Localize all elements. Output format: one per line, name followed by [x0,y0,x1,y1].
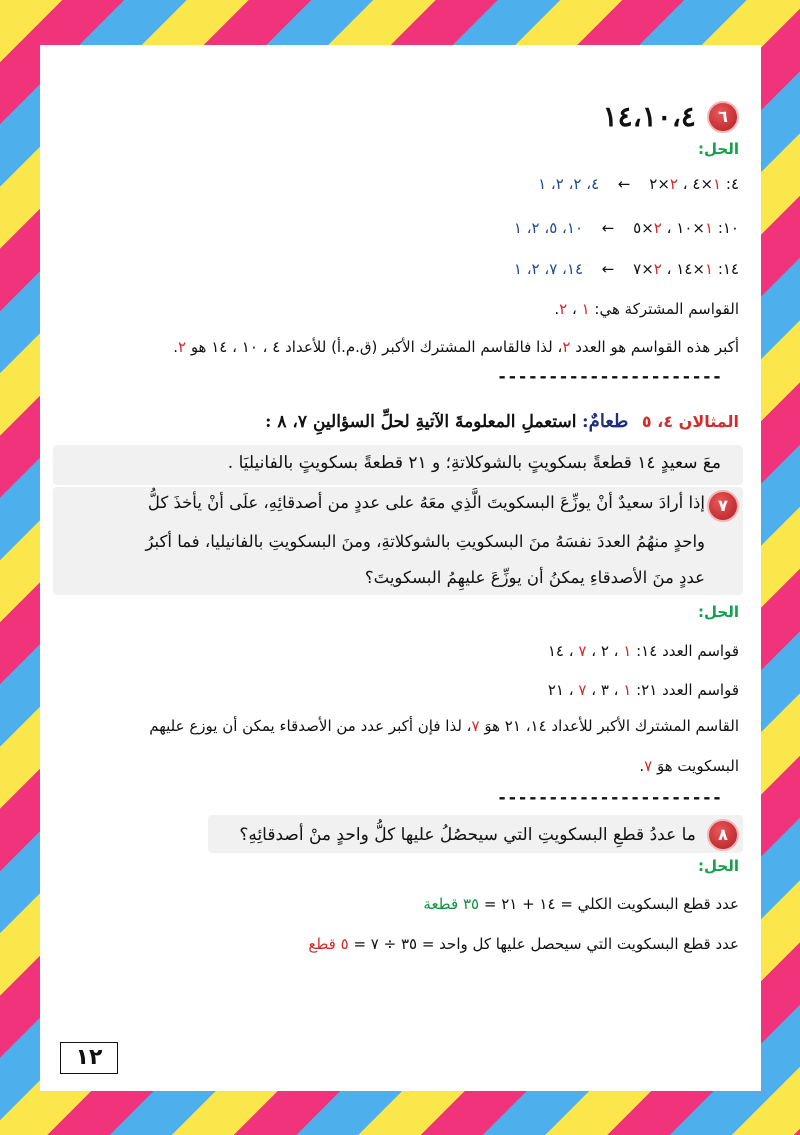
factors-14-line: قواسم العدد ١٤: ١ ، ٢ ، ٧ ، ١٤ [547,642,739,660]
q7-answer-line-2: البسكويت هوَ ٧. [639,757,739,775]
examples-topic: طعامٌ: [582,411,629,432]
factor-line-4: ٤: ١×٤ ، ٢×٢ ← ٤، ٢، ٢، ١ [538,175,739,193]
q7-answer-line-1: القاسم المشترك الأكبر للأعداد ١٤، ٢١ هوَ ٧، لذا فإن أكبر عدد من الأصدقاء يمكن أن يوزع عليهم [149,717,739,735]
q6-header [603,100,739,133]
q8-badge: ٨ [707,819,739,851]
q7-solution-label: الحل: [698,603,739,621]
q8-solution-label: الحل: [698,857,739,875]
examples-label: المثالان ٤، ٥ [641,412,739,431]
divider-1: ---------------------- [497,367,723,387]
info-text: معَ سعيدٍ ١٤ قطعةً بسكويتٍ بالشوكلاتةِ؛ و ٢١ قطعةً بسكويتٍ بالفانيليَا . [227,453,721,473]
divider-2: ---------------------- [497,788,723,808]
factors-21-line: قواسم العدد ٢١: ١ ، ٣ ، ٧ ، ٢١ [547,681,739,699]
gcd-line: أكبر هذه القواسم هو العدد ٢، لذا فالقاسم المشترك الأكبر (ق.م.أ) للأعداد ٤ ، ١٠ ، ١٤ هو ٢. [173,338,739,356]
factor-line-10: ١٠: ١×١٠ ، ٢×٥ ← ١٠، ٥، ٢، ١ [513,219,739,237]
pieces-each-line: عدد قطع البسكويت التي سيحصل عليها كل واحد = ٣٥ ÷ ٧ = ٥ قطع [308,935,739,953]
q7-badge: ٧ [707,490,739,522]
q6-badge: ٦ [707,101,739,133]
q7-line-1: إذا أرادَ سعيدٌ أنْ يوزِّعَ البسكويتَ الَّذِي معَهُ على عددٍ من أصدقائِهِ، علَى أنْ يأخذَ كلُّ [147,493,705,512]
page-number: ١٢ [60,1042,118,1074]
worksheet-page [40,45,761,1091]
common-factors-line: القواسم المشتركة هي: ١ ، ٢. [554,300,739,318]
factor-line-14: ١٤: ١×١٤ ، ٢×٧ ← ١٤، ٧، ٢، ١ [513,260,739,278]
q8-question: ما عددُ قطعِ البسكويتِ التي سيحصُلُ عليها كلُّ واحدٍ منْ أصدقائِهِ؟ [239,825,696,845]
q6-numbers: ١٤،١٠،٤ [602,100,696,133]
examples-instruction: استعملِ المعلومةَ الآتيةِ لحلِّ السؤالينِ ٧، ٨ : [265,412,577,432]
q8-header [239,819,739,851]
q6-solution-label: الحل: [698,140,739,158]
q7-badge-wrap [707,490,739,522]
q7-line-3: عددٍ منَ الأصدقاءِ يمكنُ أن يوزِّعَ عليهِمُ البسكويتَ؟ [364,568,705,587]
total-pieces-line: عدد قطع البسكويت الكلي = ١٤ + ٢١ = ٣٥ قطعة [423,895,739,913]
q7-line-2: واحدٍ منهُمُ العددَ نفسَهُ منَ البسكويتِ بالشوكلاتةِ، ومنَ البسكويتِ بالفانيليا، فما أكبرُ [145,532,705,551]
examples-header [265,411,739,432]
